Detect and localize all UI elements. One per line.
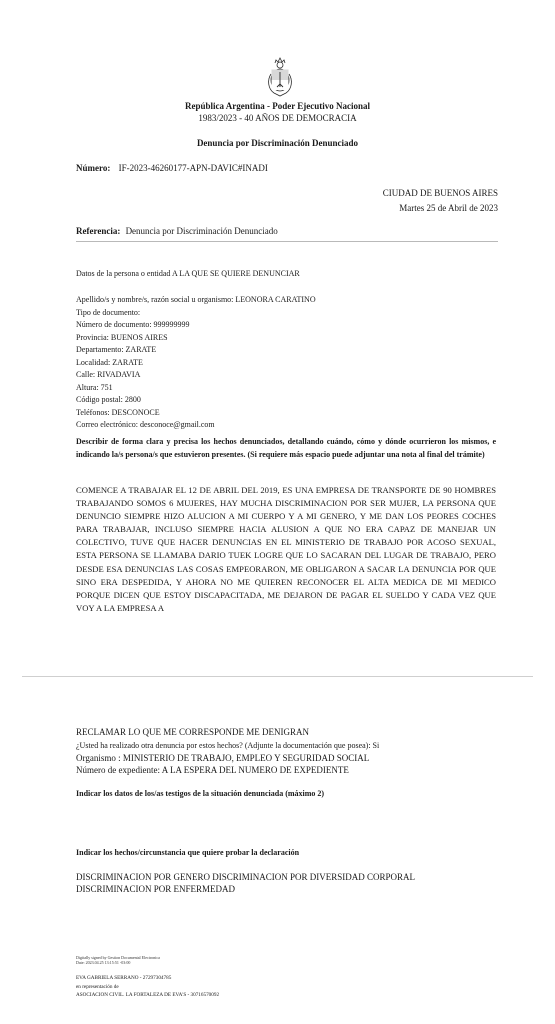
denunciado-fields xyxy=(76,294,316,432)
place-date: Martes 25 de Abril de 2023 xyxy=(399,203,498,213)
digital-signature xyxy=(76,956,160,965)
signer-organization: ASOCIACION CIVIL. LA FORTALEZA DE EVA'S - 30716570092 xyxy=(76,992,220,998)
numero-value: IF-2023-46260177-APN-DAVIC#INADI xyxy=(118,163,268,173)
field-localidad: Localidad: ZARATE xyxy=(76,357,143,367)
signer-name: EVA GABRIELA SERRANO - 27297304785 xyxy=(76,975,172,981)
signer-block xyxy=(76,974,219,1000)
organismo: Organismo : MINISTERIO DE TRABAJO, EMPLEO Y SEGURIDAD SOCIAL xyxy=(76,753,370,763)
numero-label: Número: xyxy=(76,163,111,173)
numero-line xyxy=(76,162,268,174)
field-telefonos: Teléfonos: DESCONOCE xyxy=(76,407,160,417)
argentina-coat-of-arms-icon xyxy=(266,56,294,98)
continuation-text: RECLAMAR LO QUE ME CORRESPONDE ME DENIGRAN xyxy=(76,727,310,737)
place-city: CIUDAD DE BUENOS AIRES xyxy=(382,188,498,198)
field-departamento: Departamento: ZARATE xyxy=(76,345,157,354)
field-apellido: Apellido/s y nombre/s, razón social u organismo: LEONORA CARATINO xyxy=(76,295,316,304)
header-democracia: 1983/2023 - 40 AÑOS DE DEMOCRACIA xyxy=(198,113,357,123)
signer-role: en representación de xyxy=(76,983,119,990)
digital-signature-line-1: Digitally signed by Gestion Documental Electronica xyxy=(76,955,160,960)
field-calle: Calle: RIVADAVIA xyxy=(76,370,141,379)
digital-signature-line-2: Date: 2023.04.25 13:15:51 -03:00 xyxy=(76,959,131,965)
header-divider xyxy=(76,241,498,242)
testigos-heading: Indicar los datos de los/as testigos de la situación denunciada (máximo 2) xyxy=(76,789,325,798)
denunciado-heading: Datos de la persona o entidad A LA QUE SE QUIERE DENUNCIAR xyxy=(76,269,300,278)
field-altura: Altura: 751 xyxy=(76,382,113,392)
hechos-line-2: DISCRIMINACION POR ENFERMEDAD xyxy=(76,884,236,894)
describir-instruction: Describir de forma clara y precisa los hechos denunciados, detallando cuándo, cómo y dónde ocurrieron los mismos, e indicando la/s persona/s que estuvieron presentes. (Si requiere más espacio puede adjuntar una nota al final del trámite) xyxy=(76,437,496,459)
otra-denuncia: ¿Usted ha realizado otra denuncia por estos hechos? (Adjunte la documentación que posea): Si xyxy=(76,741,380,750)
hechos-heading: Indicar los hechos/circunstancia que quiere probar la declaración xyxy=(76,848,300,857)
referencia-line xyxy=(76,225,278,237)
hechos-line-1: DISCRIMINACION POR GENERO DISCRIMINACION POR DIVERSIDAD CORPORAL xyxy=(76,872,416,882)
field-correo: Correo electrónico: desconoce@gmail.com xyxy=(76,420,215,429)
referencia-value: Denuncia por Discriminación Denunciado xyxy=(125,226,278,236)
header-republica: República Argentina - Poder Ejecutivo Nacional xyxy=(184,101,371,111)
numero-expediente: Número de expediente: A LA ESPERA DEL NUMERO DE EXPEDIENTE xyxy=(76,765,349,775)
describir-text: COMENCE A TRABAJAR EL 12 DE ABRIL DEL 2019, ES UNA EMPRESA DE TRANSPORTE DE 90 HOMBRES TRABAJANDO SOMOS 6 MUJERES, HAY MUCHA DISCRIMINACION POR SER MUJER, LA PERSONA QUE DENUNCIO SIEMPRE HIZO ALUCION A MI CUERPO Y A MI GENERO, Y ME DAN LOS PEORES COCHES PARA TRABAJAR, INCLUSO SIEMPRE HACIA ALUSION A QUE NO ERA CAPAZ DE MANEJAR UN COLECTIVO, TUVE QUE HACER DENUNCIAS EN EL MINISTERIO DE TRABAJO POR ACOSO SEXUAL, ESTA PERSONA SE LLAMABA DARIO TUEK LOGRE QUE LO SACARAN DEL LUGAR DE TRABAJO, PERO DESDE ESA DENUNCIAS LAS COSAS EMPEORARON, ME OBLIGARON A SACAR LA DENUNCIA POR QUE SINO ERA DESPEDIDA, Y AHORA NO ME QUIEREN RECONOCER EL ALTA MEDICA DE MI MEDICO PORQUE DICEN QUE ESTOY DISCAPACITADA, ME DEJARON DE PAGAR EL SUELDO Y CADA VEZ QUE VOY A LA EMPRESA A xyxy=(76,485,496,613)
field-provincia: Provincia: BUENOS AIRES xyxy=(76,332,168,342)
referencia-label: Referencia: xyxy=(76,226,121,236)
field-tipo-documento: Tipo de documento: xyxy=(76,307,141,317)
page-break xyxy=(22,676,533,677)
document-title: Denuncia por Discriminación Denunciado xyxy=(196,138,359,148)
field-codigo-postal: Código postal: 2800 xyxy=(76,395,141,404)
field-numero-documento: Número de documento: 999999999 xyxy=(76,320,190,329)
